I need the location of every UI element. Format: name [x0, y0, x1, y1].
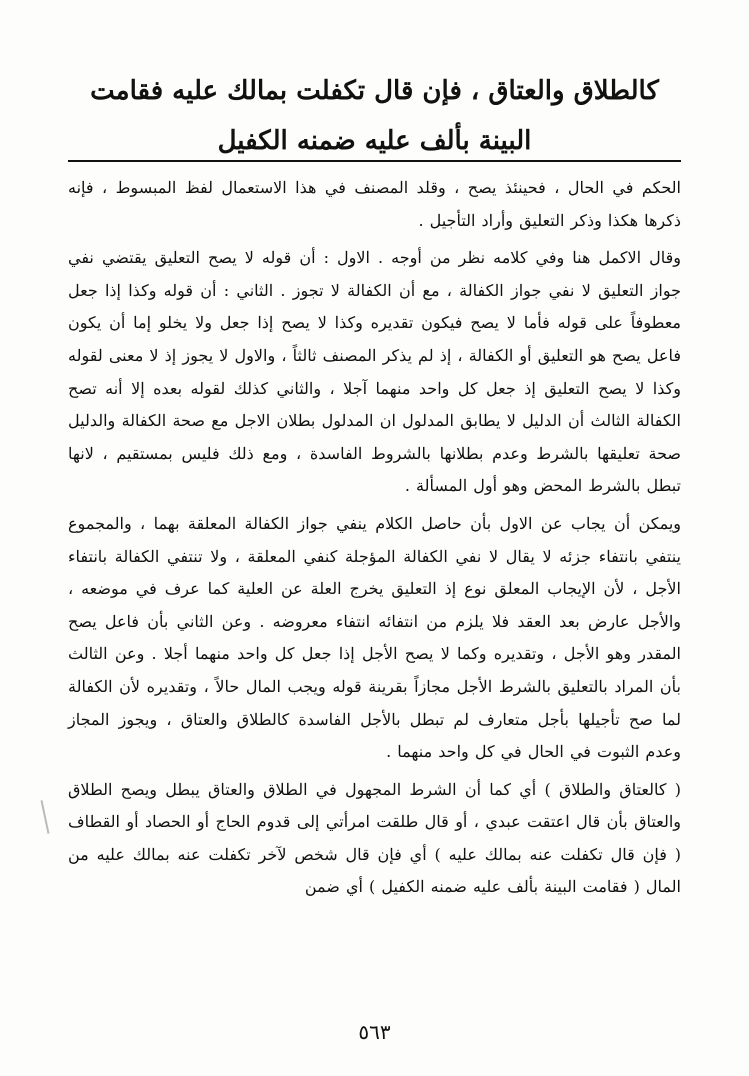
paragraph: وقال الاكمل هنا وفي كلامه نظر من أوجه . الاول : أن قوله لا يصح التعليق يقتضي نفي جواز التعليق لا نفي جواز الكفالة ، مع أن الكفالة لا تجوز . الثاني : أن قوله وكذا إذا جعل معطوفاً على قوله فأما لا يصح فيكون تقديره وكذا لا يصح إذا جعل ولا يخلو إما أن يكون فاعل يصح هو التعليق أو الكفالة ، إذ لم يذكر المصنف ثالثاً ، والاول لا يجوز إذ لا معنى لقوله وكذا لا يصح التعليق إذ جعل كل واحد منهما آجلا ، والثاني كذلك لقوله بعده إلا أنه تصح الكفالة الثالث أن الدليل لا يطابق المدلول ان المدلول بطلان الاجل مع صحة الكفالة والدليل صحة تعليقها بالشرط وعدم بطلانها بالشروط الفاسدة ، ومع ذلك فليس بمستقيم ، لانها تبطل بالشرط المحض وهو أول المسألة .: [68, 248, 681, 496]
paragraph: ويمكن أن يجاب عن الاول بأن حاصل الكلام ينفي جواز الكفالة المعلقة بهما ، والمجموع ينتفي بانتفاء جزئه لا يقال لا نفي الكفالة المؤجلة كنفي المعلقة ، ولا تنتفي الكفالة بانتفاء الأجل ، لأن الإيجاب المعلق نوع إذ التعليق يخرج العلة عن العلية كما عرف في موضعه ، والأجل عارض بعد العقد فلا يلزم من انتفائه انتفاء معروضه . وعن الثاني بأن فاعل يصح المقدر وهو الأجل ، وتقديره وكما لا يصح الأجل إذا جعل كل واحد منهما أجلا . وعن الثالث بأن المراد بالتعليق بالشرط الأجل مجازاً بقرينة قوله ويجب المال حالاً ، وتقديره لأن الكفالة لما صح تأجيلها بأجل متعارف لم تبطل بالأجل الفاسدة كالطلاق والعتاق ، ويجوز المجاز وعدم الثبوت في الحال في كل واحد منهما .: [68, 513, 681, 762]
page-number: ٥٦٣: [358, 1020, 391, 1044]
page-heading: كالطلاق والعتاق ، فإن قال تكفلت بمالك عليه فقامت البينة بألف عليه ضمنه الكفيل: [90, 76, 659, 156]
body-text: [68, 172, 681, 904]
heading-rule: [68, 160, 681, 162]
margin-mark: [40, 800, 49, 834]
paragraph: الحكم في الحال ، فحينئذ يصح ، وقلد المصنف في هذا الاستعمال لفظ المبسوط ، فإنه ذكرها هكذا وذكر التعليق وأراد التأجيل .: [68, 178, 681, 230]
paragraph: ( كالعتاق والطلاق ) أي كما أن الشرط المجهول في الطلاق والعتاق يبطل ويصح الطلاق والعتاق بأن قال اعتقت عبدي ، أو قال طلقت امرأتي إلى قدوم الحاج أو الحصاد أو القطاف ( فإن قال تكفلت عنه بمالك عليه ) أي فإن قال شخص لآخر تكفلت عنه بمالك عليه من المال ( فقامت البينة بألف عليه ضمنه الكفيل ) أي ضمن: [68, 779, 682, 897]
